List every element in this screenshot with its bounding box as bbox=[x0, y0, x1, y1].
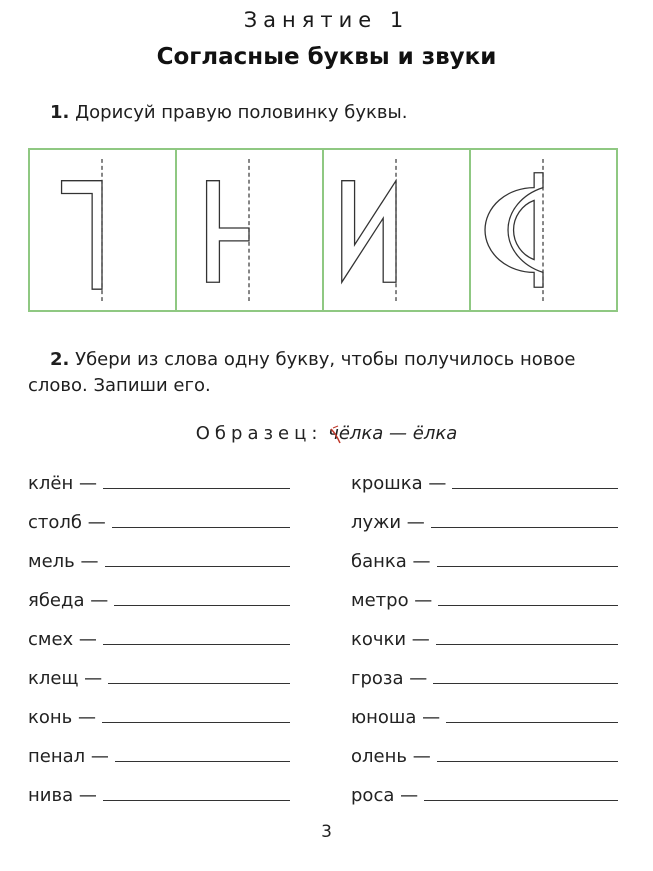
word-row-right bbox=[351, 586, 618, 612]
answer-line[interactable] bbox=[103, 644, 290, 645]
word-row-right bbox=[351, 625, 618, 651]
half-letter-f bbox=[471, 150, 616, 310]
word-row-right bbox=[351, 508, 618, 534]
task-2 bbox=[28, 347, 623, 399]
word-left: столб — bbox=[28, 512, 106, 533]
answer-line[interactable] bbox=[108, 683, 290, 684]
word-left: клён — bbox=[28, 473, 97, 494]
sample-label: Образец: bbox=[195, 423, 323, 444]
word-right: метро — bbox=[351, 590, 433, 611]
word-row-right bbox=[351, 469, 618, 495]
answer-line[interactable] bbox=[433, 683, 618, 684]
word-right: юноша — bbox=[351, 707, 441, 728]
answer-line[interactable] bbox=[105, 566, 291, 567]
word-row-left bbox=[28, 547, 290, 573]
answer-line[interactable] bbox=[437, 566, 618, 567]
word-row-right bbox=[351, 742, 618, 768]
word-right: лужи — bbox=[351, 512, 425, 533]
answer-line[interactable] bbox=[112, 527, 290, 528]
word-left: конь — bbox=[28, 707, 96, 728]
half-letter-n bbox=[177, 150, 322, 310]
answer-line[interactable] bbox=[103, 800, 290, 801]
answer-line[interactable] bbox=[424, 800, 618, 801]
word-right: олень — bbox=[351, 746, 431, 767]
sample-example-text: чёлка — ёлка bbox=[328, 423, 458, 444]
word-right: банка — bbox=[351, 551, 431, 572]
half-letter-g bbox=[30, 150, 175, 310]
answer-line[interactable] bbox=[446, 722, 618, 723]
word-row-right bbox=[351, 781, 618, 807]
task-2-number: 2. bbox=[50, 349, 70, 370]
word-left: ябеда — bbox=[28, 590, 109, 611]
word-row-left bbox=[28, 703, 290, 729]
letter-cell-i[interactable] bbox=[324, 150, 471, 310]
word-right: крошка — bbox=[351, 473, 447, 494]
word-row-right bbox=[351, 703, 618, 729]
word-left: мель — bbox=[28, 551, 99, 572]
answer-line[interactable] bbox=[436, 644, 618, 645]
word-left: смех — bbox=[28, 629, 97, 650]
task-1-text: Дорисуй правую половинку буквы. bbox=[75, 102, 408, 123]
lesson-number: Занятие 1 bbox=[243, 8, 410, 32]
word-left: клещ — bbox=[28, 668, 103, 689]
word-right: роса — bbox=[351, 785, 419, 806]
word-row-right bbox=[351, 547, 618, 573]
sample-example bbox=[328, 423, 457, 444]
word-row-left bbox=[28, 625, 290, 651]
word-right: кочки — bbox=[351, 629, 430, 650]
sample bbox=[0, 423, 653, 444]
word-left: пенал — bbox=[28, 746, 109, 767]
answer-line[interactable] bbox=[114, 605, 290, 606]
word-row-left bbox=[28, 781, 290, 807]
answer-line[interactable] bbox=[431, 527, 618, 528]
word-row-left bbox=[28, 742, 290, 768]
task-1 bbox=[50, 100, 407, 126]
word-row-left bbox=[28, 508, 290, 534]
letter-cell-g[interactable] bbox=[30, 150, 177, 310]
answer-line[interactable] bbox=[115, 761, 290, 762]
answer-line[interactable] bbox=[437, 761, 618, 762]
word-row-right bbox=[351, 664, 618, 690]
letter-cell-f[interactable] bbox=[471, 150, 616, 310]
word-row-left bbox=[28, 469, 290, 495]
task-2-text: Убери из слова одну букву, чтобы получилось новое слово. Запиши его. bbox=[28, 349, 576, 396]
answer-line[interactable] bbox=[452, 488, 618, 489]
answer-line[interactable] bbox=[438, 605, 618, 606]
answer-line[interactable] bbox=[103, 488, 290, 489]
letter-cell-n[interactable] bbox=[177, 150, 324, 310]
answer-line[interactable] bbox=[102, 722, 290, 723]
word-right: гроза — bbox=[351, 668, 428, 689]
word-row-left bbox=[28, 664, 290, 690]
letter-halves-grid bbox=[28, 148, 618, 312]
task-1-number: 1. bbox=[50, 102, 70, 123]
word-left: нива — bbox=[28, 785, 97, 806]
half-letter-i bbox=[324, 150, 469, 310]
page-number: 3 bbox=[321, 822, 332, 842]
word-row-left bbox=[28, 586, 290, 612]
page-title: Согласные буквы и звуки bbox=[156, 44, 497, 70]
